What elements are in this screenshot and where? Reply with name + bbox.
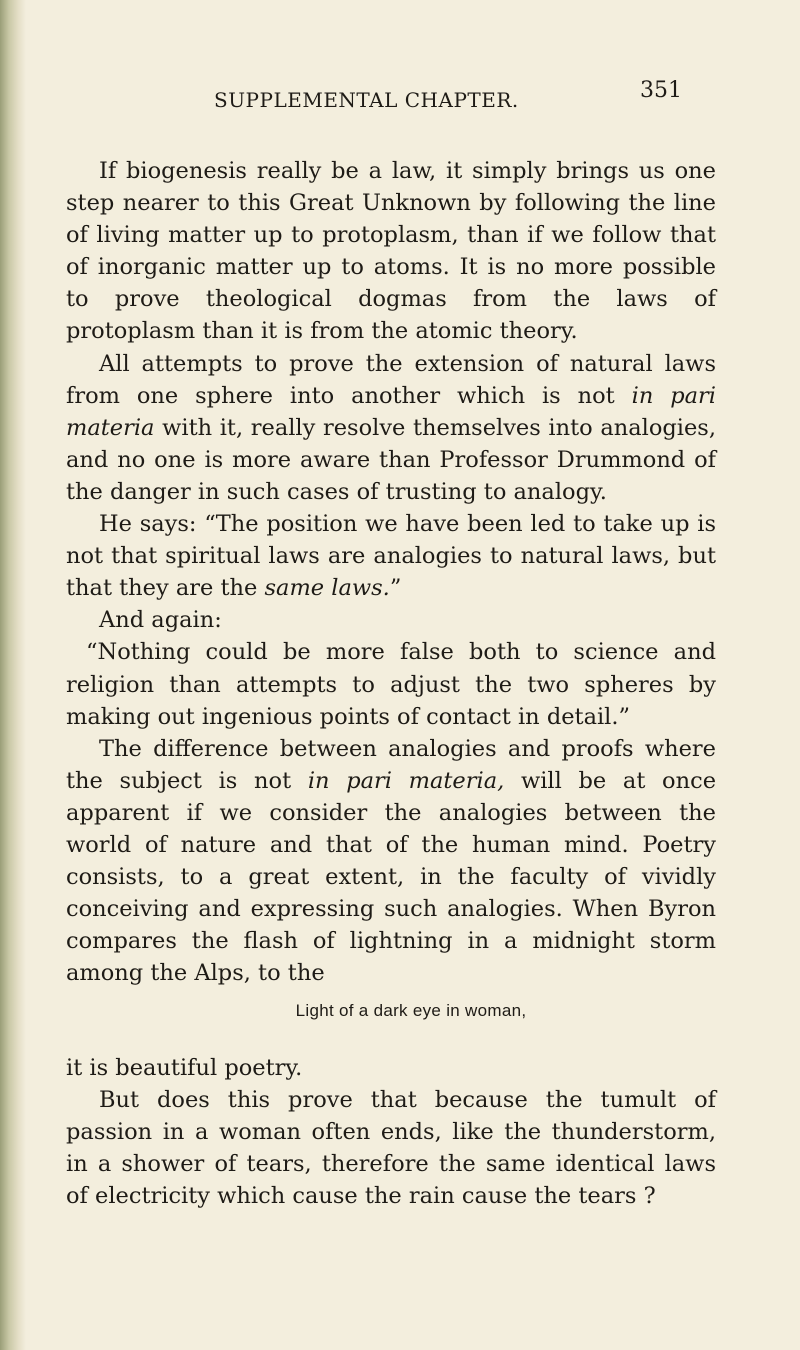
paragraph-6-text-a: The difference between analogies and proofs where the subject is not	[66, 735, 716, 794]
paragraph-5	[66, 636, 716, 732]
body-text	[66, 155, 716, 1212]
paragraph-7: it is beautiful poetry.	[66, 1054, 303, 1081]
page-number: 351	[640, 78, 682, 103]
paragraph-5-text: “Nothing could be more false both to science and religion than attempts to adjust the two spheres by making out ingenious points of contact in detail.”	[66, 639, 716, 730]
paragraph-2	[66, 348, 716, 508]
paragraph-8: But does this prove that because the tumult of passion in a woman often ends, like the thunderstorm, in a shower of tears, therefore the same identical laws of electricity which cause the rain cause the tears ?	[66, 1086, 716, 1209]
page-binding-edge	[0, 0, 26, 1350]
paragraph-3-text-a: He says: “The position we have been led to take up is not that spiritual laws are analogies to natural laws, but that they are the	[66, 511, 716, 602]
paragraph-6-italic: in pari materia,	[307, 767, 505, 794]
paragraph-1	[66, 155, 716, 348]
paragraph-6	[66, 733, 716, 990]
paragraph-3-text-b: ”	[389, 575, 402, 602]
paragraph-4: And again:	[99, 607, 222, 634]
paragraph-2-text-a: All attempts to prove the extension of natural laws from one sphere into another which is not	[66, 350, 716, 409]
paragraph-3-italic: same laws.	[264, 575, 390, 602]
paragraph-6-text-b: will be at once apparent if we consider the analogies between the world of nature and that of the human mind. Poetry consists, to a great extent, in the faculty of vividly conceiving and expressing such analogies. When Byron compares the flash of lightning in a midnight storm among the Alps, to the	[66, 767, 717, 987]
paragraph-2-text-b: with it, really resolve themselves into analogies, and no one is more aware than Professor Drummond of the danger in such cases of trusting to analogy.	[66, 414, 716, 505]
verse-quotation: Light of a dark eye in woman,	[295, 1001, 527, 1021]
paragraph-3	[66, 508, 716, 604]
running-head: SUPPLEMENTAL CHAPTER.	[214, 88, 519, 112]
paragraph-2-italic: in pari materia	[66, 382, 716, 441]
paragraph-1-text: If biogenesis really be a law, it simply brings us one step nearer to this Great Unknown by following the line of living matter up to protoplasm, than if we follow that of inorganic matter up to atoms. It is no more possible to prove theological dogmas from the laws of protoplasm than it is from the atomic theory.	[66, 158, 716, 345]
